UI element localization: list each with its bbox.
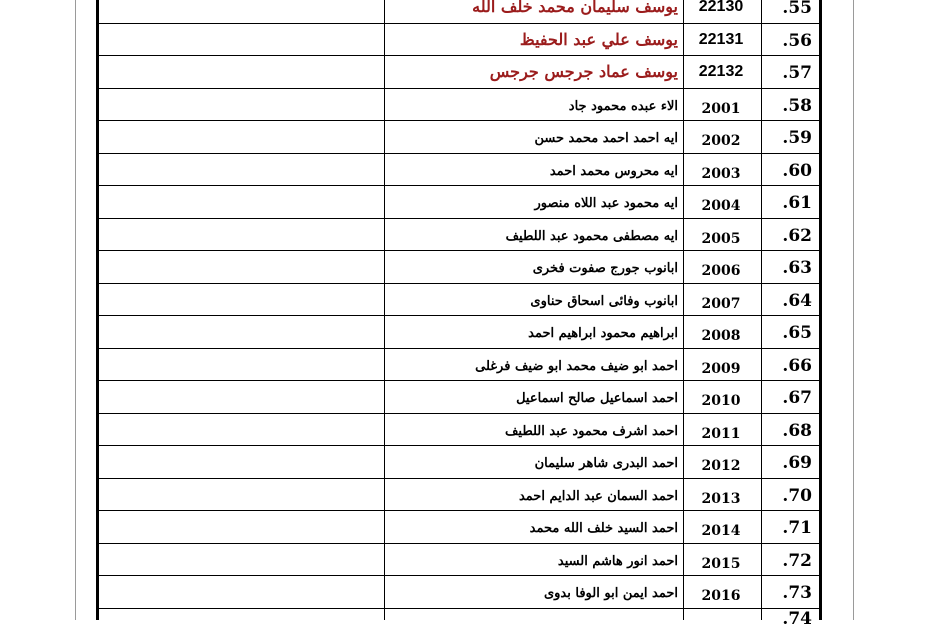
table-row	[99, 511, 819, 544]
notes-cell	[99, 186, 381, 219]
row-number: .71	[782, 518, 812, 538]
row-divider	[99, 608, 819, 609]
student-code: 2016	[701, 588, 741, 604]
notes-cell	[99, 56, 381, 89]
student-name: احمد السيد خلف الله محمد	[529, 521, 678, 536]
student-code: 2005	[701, 230, 741, 247]
notes-cell	[99, 316, 381, 349]
table-row	[99, 349, 819, 382]
notes-cell	[99, 284, 381, 317]
row-number: .62	[782, 225, 812, 246]
student-code: 2014	[701, 523, 741, 539]
table-row	[99, 381, 819, 414]
student-name: احمد اشرف محمود عبد اللطيف	[504, 423, 678, 439]
table-row	[99, 121, 819, 154]
notes-cell	[99, 544, 381, 577]
student-code: 2013	[701, 490, 741, 507]
student-code: 2012	[701, 458, 741, 474]
student-name: ابراهيم محمود ابراهيم احمد	[528, 326, 678, 341]
table-row	[99, 251, 819, 284]
table-row	[99, 56, 819, 89]
student-name: احمد انور هاشم السيد	[557, 553, 678, 569]
table-row	[99, 414, 819, 447]
notes-cell	[99, 446, 381, 479]
row-number: .55	[782, 0, 812, 18]
notes-cell	[99, 24, 381, 57]
student-name: يوسف علي عبد الحفيظ	[519, 29, 678, 49]
row-number: .69	[782, 453, 812, 473]
notes-cell	[99, 381, 381, 414]
table-row	[99, 219, 819, 252]
table-row	[99, 186, 819, 219]
notes-cell	[99, 349, 381, 382]
row-number: .66	[782, 355, 812, 376]
student-code: 2001	[701, 100, 741, 117]
row-number: .57	[782, 63, 812, 83]
notes-cell	[99, 576, 381, 609]
row-number: .64	[782, 290, 812, 311]
row-number: .63	[782, 258, 812, 278]
student-code: 2011	[701, 425, 741, 442]
table-row	[99, 89, 819, 122]
table-row	[99, 316, 819, 349]
student-code: 22132	[698, 63, 744, 80]
notes-cell	[99, 121, 381, 154]
notes-cell	[99, 251, 381, 284]
table-row-partial	[99, 609, 819, 629]
student-code: 2002	[701, 133, 741, 149]
student-code: 22131	[698, 30, 744, 48]
student-code: 2004	[701, 198, 741, 214]
student-name: يوسف عماد جرجس جرجس	[489, 62, 678, 81]
notes-cell	[99, 0, 381, 24]
table-row	[99, 446, 819, 479]
table-row	[99, 154, 819, 187]
student-code: 2007	[701, 295, 741, 312]
student-code: 2015	[701, 555, 741, 572]
notes-cell	[99, 154, 381, 187]
student-code: 2008	[701, 328, 741, 344]
student-name: احمد ايمن ابو الوفا بدوى	[543, 586, 678, 601]
row-number: .60	[782, 160, 812, 181]
student-name: ايه احمد احمد محمد حسن	[534, 131, 678, 146]
table-row	[99, 0, 819, 24]
student-name: ايه مصطفى محمود عبد اللطيف	[505, 228, 678, 244]
student-name: ابانوب وفائى اسحاق حناوى	[530, 293, 678, 309]
row-number: .56	[782, 30, 812, 51]
row-number: .70	[782, 485, 812, 506]
row-number: .74	[782, 609, 812, 629]
row-number: .73	[782, 583, 812, 603]
row-number: .67	[782, 388, 812, 408]
row-number: .61	[782, 193, 812, 213]
notes-cell	[99, 219, 381, 252]
table-row	[99, 24, 819, 57]
notes-cell	[99, 414, 381, 447]
notes-cell	[99, 89, 381, 122]
row-number: .59	[782, 128, 812, 148]
student-name: يوسف سليمان محمد خلف الله	[472, 0, 678, 16]
student-name: احمد ابو ضيف محمد ابو ضيف فرغلى	[475, 358, 678, 374]
row-number: .58	[782, 95, 812, 116]
row-number: .65	[782, 323, 812, 343]
table-row	[99, 479, 819, 512]
student-code: 2009	[701, 360, 741, 377]
row-number: .72	[782, 550, 812, 571]
table-row	[99, 544, 819, 577]
notes-cell	[99, 479, 381, 512]
table-row	[99, 576, 819, 609]
student-code: 22130	[698, 0, 744, 15]
student-name: احمد البدرى شاهر سليمان	[534, 456, 678, 471]
table-row	[99, 284, 819, 317]
row-number: .68	[782, 420, 812, 441]
notes-cell	[99, 511, 381, 544]
student-code: 2010	[701, 393, 741, 409]
student-name: احمد اسماعيل صالح اسماعيل	[516, 391, 678, 406]
student-name: ايه محمود عبد اللاه منصور	[534, 196, 678, 211]
student-name: احمد السمان عبد الدايم احمد	[518, 488, 678, 504]
student-code: 2006	[701, 263, 741, 279]
student-name: الاء عبده محمود جاد	[568, 98, 678, 114]
student-name: ايه محروس محمد احمد	[549, 163, 678, 179]
student-code: 2003	[701, 165, 741, 182]
student-name: ابانوب جورج صفوت فخرى	[532, 261, 678, 276]
